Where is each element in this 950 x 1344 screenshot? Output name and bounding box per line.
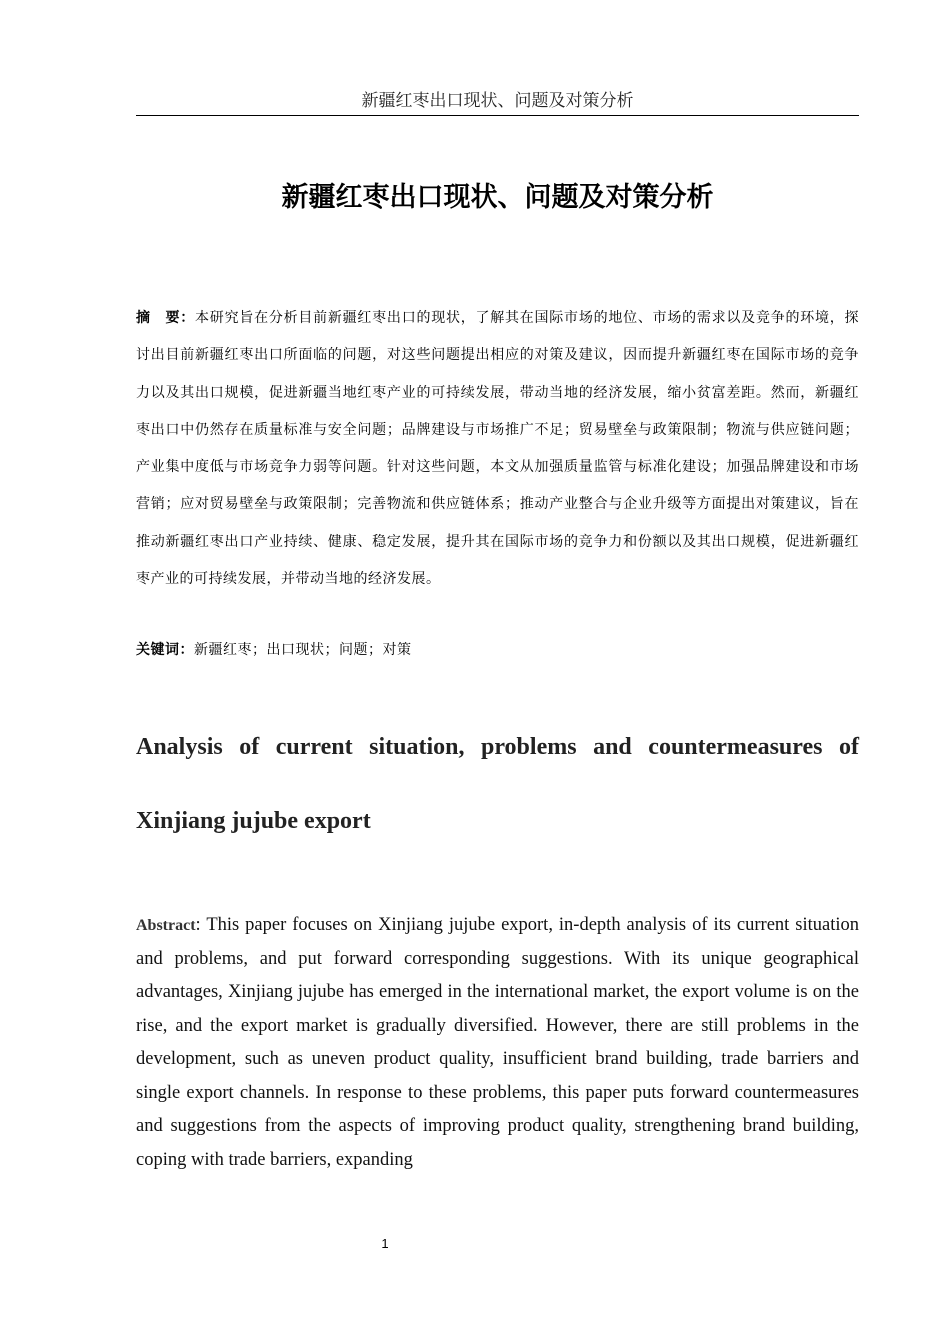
page-title-english-line1: Analysis of current situation, problems and countermeasures of xyxy=(136,734,859,760)
abstract-english-separator: : xyxy=(195,915,207,935)
abstract-chinese xyxy=(136,300,859,598)
page-title-chinese: 新疆红枣出口现状、问题及对策分析 xyxy=(281,182,714,213)
abstract-chinese-label: 摘 要 xyxy=(136,310,181,326)
abstract-english-text: This paper focuses on Xinjiang jujube export, in-depth analysis of its current situation and problems, and put forward corresponding suggestions. With its unique geographical advantages, Xinjiang jujube has emerged in the international market, the export volume is on the rise, and the export market is gradually diversified. However, there are still problems in the development, such as uneven product quality, insufficient brand building, trade barriers and single export channels. In response to these problems, this paper puts forward countermeasures and suggestions from the aspects of improving product quality, strengthening brand building, coping with trade barriers, expanding xyxy=(136,915,859,1170)
page-title-english xyxy=(136,710,859,858)
running-header-title: 新疆红枣出口现状、问题及对策分析 xyxy=(361,91,634,111)
page-number: 1 xyxy=(381,1236,389,1251)
keywords-chinese-separator: ： xyxy=(179,642,194,658)
keywords-chinese-label: 关键词 xyxy=(136,642,180,658)
keywords-chinese-text: 新疆红枣；出口现状；问题；对策 xyxy=(194,642,412,658)
running-header xyxy=(136,90,859,116)
page-title-english-line2: Xinjiang jujube export xyxy=(136,808,371,834)
abstract-english-label: Abstract xyxy=(136,917,196,934)
keywords-chinese xyxy=(136,633,859,667)
abstract-chinese-separator: ： xyxy=(180,310,196,326)
abstract-english xyxy=(136,909,859,1177)
abstract-chinese-text: 本研究旨在分析目前新疆红枣出口的现状，了解其在国际市场的地位、市场的需求以及竞争的环境，探讨出目前新疆红枣出口所面临的问题，对这些问题提出相应的对策及建议，因而提升新疆红枣在国际市场的竞争力以及其出口规模，促进新疆当地红枣产业的可持续发展，带动当地的经济发展，缩小贫富差距。然而，新疆红枣出口中仍然存在质量标准与安全问题；品牌建设与市场推广不足；贸易壁垒与政策限制；物流与供应链问题；产业集中度低与市场竞争力弱等问题。针对这些问题，本文从加强质量监管与标准化建设；加强品牌建设和市场营销；应对贸易壁垒与政策限制；完善物流和供应链体系；推动产业整合与企业升级等方面提出对策建议，旨在推动新疆红枣出口产业持续、健康、稳定发展，提升其在国际市场的竞争力和份额以及其出口规模，促进新疆红枣产业的可持续发展，并带动当地的经济发展。 xyxy=(136,310,860,588)
